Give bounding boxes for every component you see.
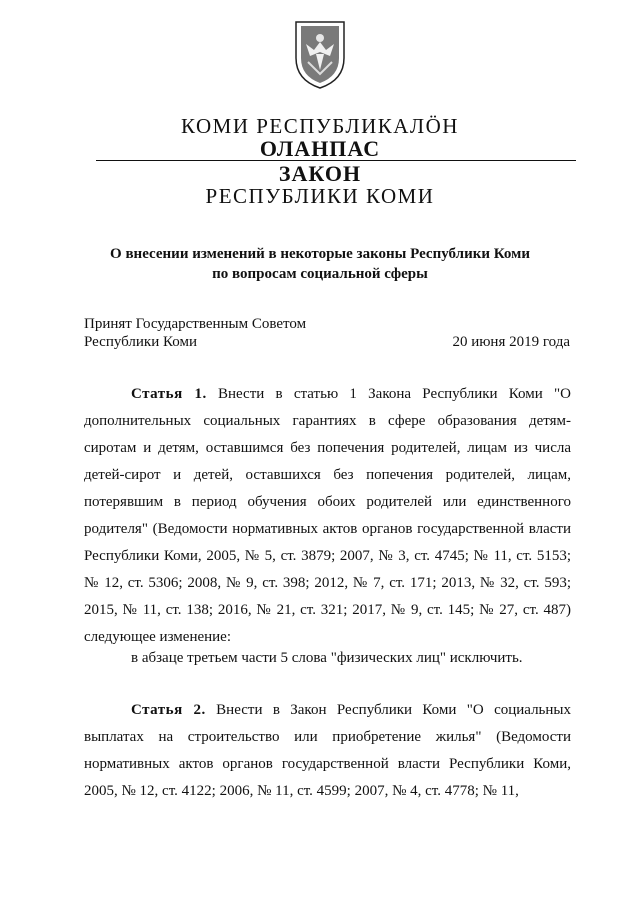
article-1-text: Внести в статью 1 Закона Республики Коми "О дополнительных социальных гарантиях в сфере образования детям-сиротам и детям, оставшимся без попечения родителей, лицам из числа детей-сирот и детей, оставшихся без попечения родителей, лицам, потерявшим в период обучения обоих родителей или единственного родителя" (Ведомости нормативных актов органов государственной власти Республики Коми, 2005, № 5, ст. 3879; 2007, № 3, ст. 4745; № 11, ст. 5153; № 12, ст. 5306; 2008, № 9, ст. 398; 2012, № 7, ст. 171; 2013, № 32, ст. 593; 2015, № 11, ст. 138; 2016, № 21, ст. 321; 2017, № 9, ст. 145; № 27, ст. 487) следующее изменение: [84,386,572,645]
article-2-label: Статья 2. [131,702,206,718]
article-1-amendment: в абзаце третьем части 5 слова "физических лиц" исключить. [131,650,523,666]
article-1 [84,381,571,651]
article-2 [84,697,571,805]
header-line-komi: КОМИ РЕСПУБЛИКАЛӦН [181,114,459,138]
header-line-republic: РЕСПУБЛИКИ КОМИ [205,184,435,208]
adoption-line-1: Принят Государственным Советом [84,316,307,332]
header-line-zakon: ЗАКОН [278,161,362,186]
adoption-date: 20 июня 2019 года [452,334,570,350]
article-2-text: Внести в Закон Республики Коми "О социальных выплатах на строительство или приобретение жилья" (Ведомости нормативных актов органов государственной власти Республики Коми, 2005, № 12, ст. 4122; 2006, № 11, ст. 4599; 2007, № 4, ст. 4778; № 11, [84,702,571,799]
law-title-line-1: О внесении изменений в некоторые законы Республики Коми [110,246,530,262]
law-title-line-2: по вопросам социальной сферы [212,266,428,282]
adoption-statement [84,315,306,351]
komi-coat-of-arms-icon [292,18,348,90]
law-title [80,244,560,284]
article-1-label: Статья 1. [131,386,207,402]
adoption-line-2: Республики Коми [84,334,197,350]
header-line-olanpas: ОЛАНПАС [259,136,381,161]
